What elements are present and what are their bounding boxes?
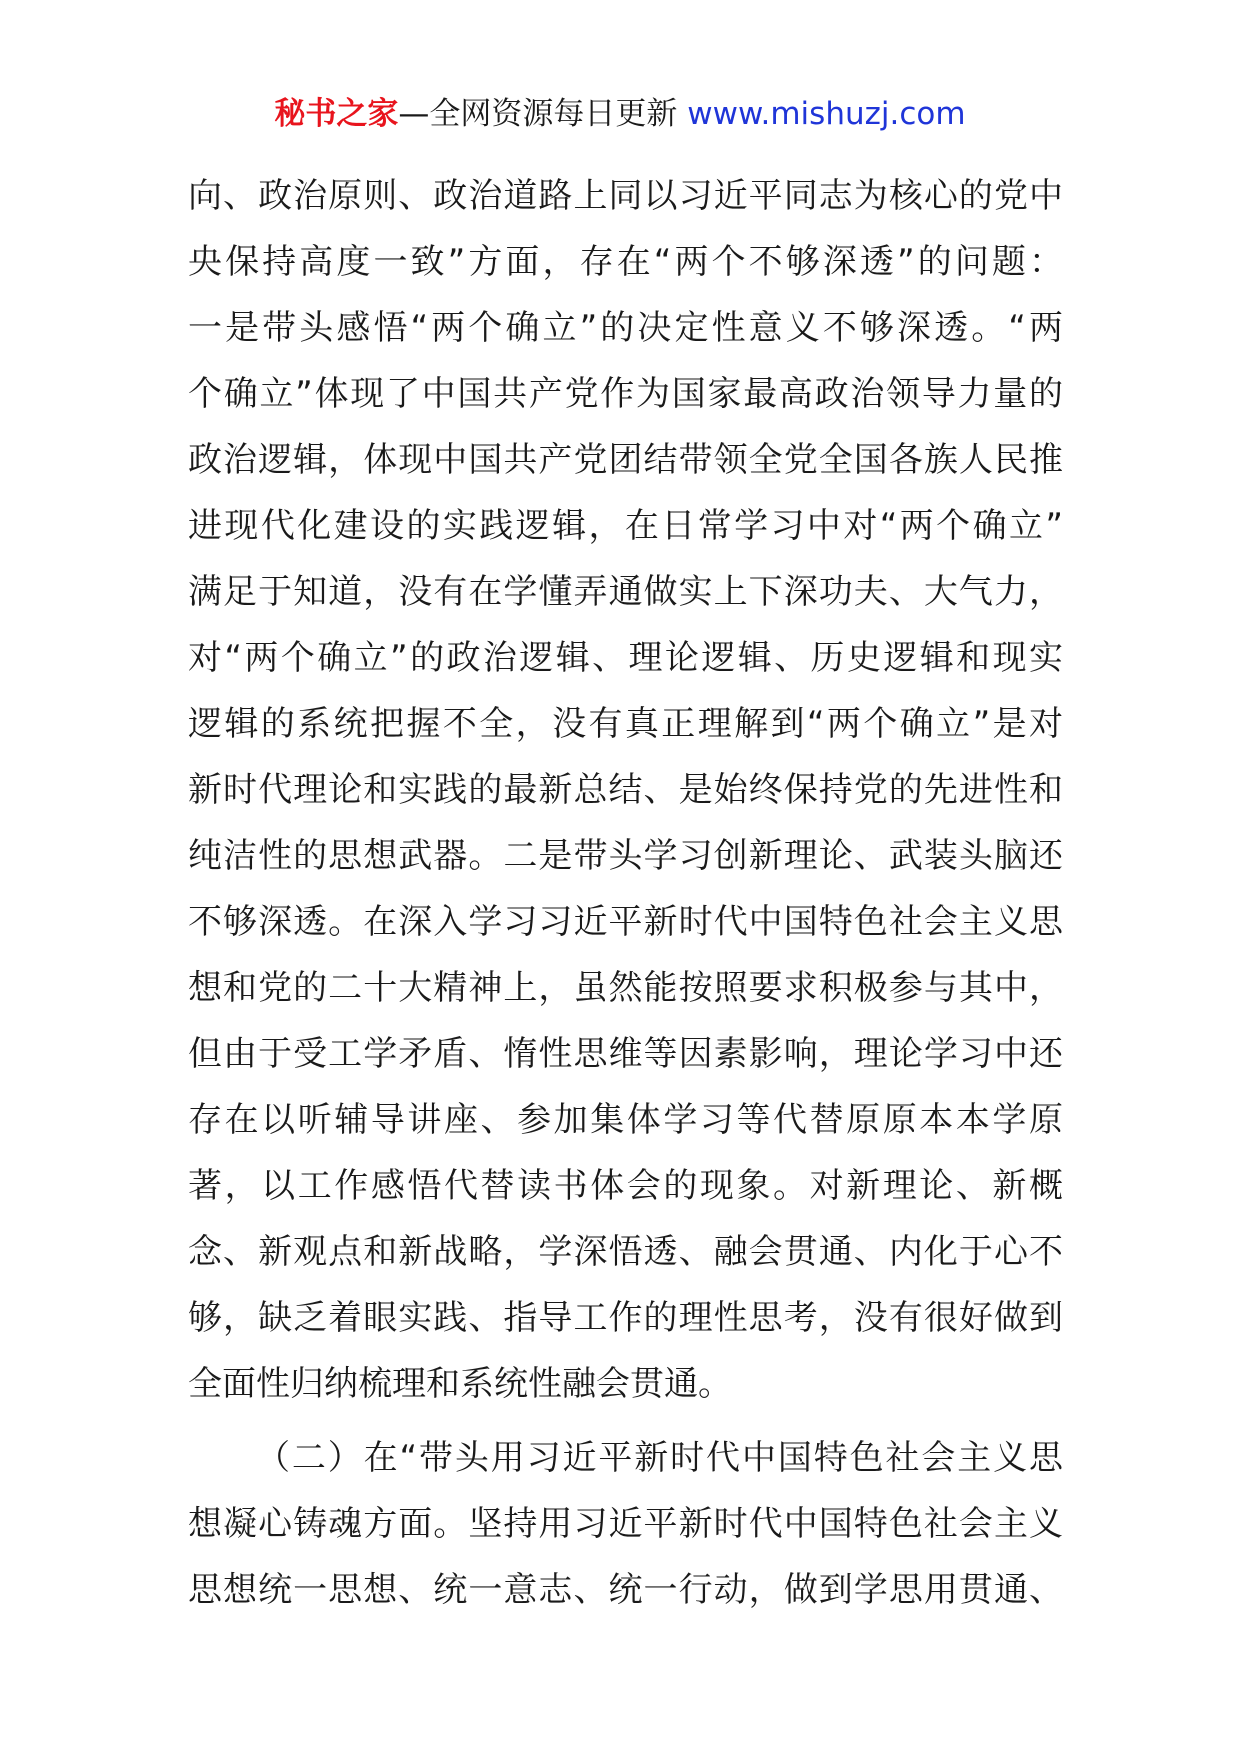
text-line: 想凝心铸魂方面。坚持用习近平新时代中国特色社会主义 xyxy=(188,1504,1063,1544)
paragraph-1 xyxy=(188,163,1063,1417)
text-line: 满足于知道，没有在学懂弄通做实上下深功夫、大气力， xyxy=(188,572,1063,612)
text-line: 央保持高度一致”方面，存在“两个不够深透”的问题： xyxy=(188,242,1063,282)
text-line: 存在以听辅导讲座、参加集体学习等代替原原本本学原 xyxy=(188,1100,1063,1140)
text-line: 个确立”体现了中国共产党作为国家最高政治领导力量的 xyxy=(188,374,1063,414)
text-line: 念、新观点和新战略，学深悟透、融会贯通、内化于心不 xyxy=(188,1232,1063,1272)
document-body xyxy=(188,163,1063,1623)
header-tagline: —全网资源每日更新 xyxy=(398,96,688,132)
text-line: 纯洁性的思想武器。二是带头学习创新理论、武装头脑还 xyxy=(188,836,1063,876)
text-line: 逻辑的系统把握不全，没有真正理解到“两个确立”是对 xyxy=(188,704,1063,744)
text-line: 对“两个确立”的政治逻辑、理论逻辑、历史逻辑和现实 xyxy=(188,638,1063,678)
page-header xyxy=(0,92,1240,136)
text-line: 进现代化建设的实践逻辑，在日常学习中对“两个确立” xyxy=(188,506,1063,546)
text-line: 一是带头感悟“两个确立”的决定性意义不够深透。“两 xyxy=(188,308,1063,348)
text-line: 全面性归纳梳理和系统性融会贯通。 xyxy=(188,1364,732,1404)
text-line: （二）在“带头用习近平新时代中国特色社会主义思 xyxy=(256,1438,1063,1478)
text-line: 想和党的二十大精神上，虽然能按照要求积极参与其中， xyxy=(188,968,1063,1008)
text-line: 向、政治原则、政治道路上同以习近平同志为核心的党中 xyxy=(188,176,1063,216)
header-site-url[interactable]: www.mishuzj.com xyxy=(687,96,966,132)
text-line: 够，缺乏着眼实践、指导工作的理性思考，没有很好做到 xyxy=(188,1298,1063,1338)
text-line: 思想统一思想、统一意志、统一行动，做到学思用贯通、 xyxy=(188,1570,1063,1610)
paragraph-gap xyxy=(188,1417,1063,1425)
text-line: 政治逻辑，体现中国共产党团结带领全党全国各族人民推 xyxy=(188,440,1063,480)
text-line: 新时代理论和实践的最新总结、是始终保持党的先进性和 xyxy=(188,770,1063,810)
paragraph-2 xyxy=(188,1425,1063,1623)
text-line: 著，以工作感悟代替读书体会的现象。对新理论、新概 xyxy=(188,1166,1063,1206)
text-line: 不够深透。在深入学习习近平新时代中国特色社会主义思 xyxy=(188,902,1063,942)
header-brand: 秘书之家 xyxy=(274,96,399,132)
text-line: 但由于受工学矛盾、惰性思维等因素影响，理论学习中还 xyxy=(188,1034,1063,1074)
